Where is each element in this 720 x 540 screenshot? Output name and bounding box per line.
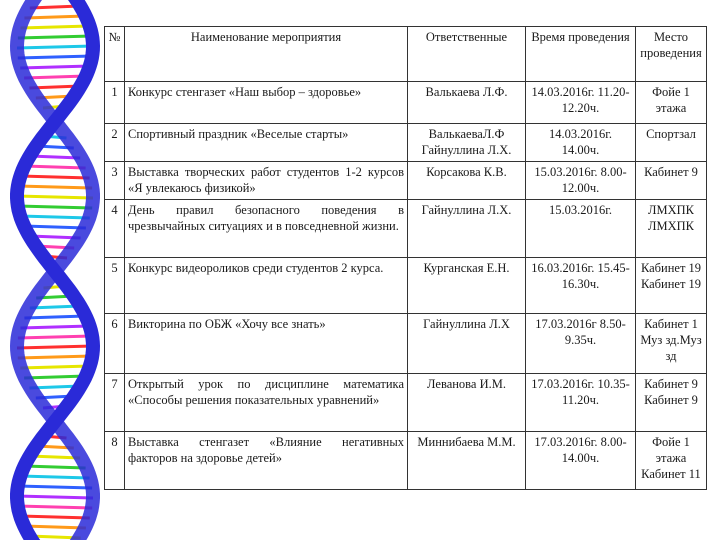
event-responsible: ВалькаеваЛ.Ф Гайнуллина Л.Х.: [408, 124, 526, 162]
header-row: [105, 27, 707, 82]
event-place: Фойе 1 этажа: [636, 82, 707, 124]
dna-rung: [18, 506, 92, 508]
table-row: [105, 374, 707, 432]
event-time: 16.03.2016г. 15.45-16.30ч.: [526, 258, 636, 314]
event-name: Открытый урок по дисциплине математика «Способы решения показательных уравнений»: [125, 374, 408, 432]
header-num: №: [105, 27, 125, 82]
dna-rung: [24, 466, 85, 468]
row-num: 5: [105, 258, 125, 314]
dna-rung: [24, 166, 85, 168]
dna-helix-icon: [0, 0, 105, 540]
dna-rung: [17, 196, 93, 198]
row-num: 8: [105, 432, 125, 490]
dna-rung: [18, 186, 92, 188]
event-place: Спортзал: [636, 124, 707, 162]
table-row: [105, 432, 707, 490]
event-name: Викторина по ОБЖ «Хочу все знать»: [125, 314, 408, 374]
dna-rung: [24, 526, 86, 528]
event-place: Кабинет 19 Кабинет 19: [636, 258, 707, 314]
event-responsible: Леванова И.М.: [408, 374, 526, 432]
event-name: День правил безопасного поведения в чрезвычайных ситуациях и в повседневной жизни.: [125, 200, 408, 258]
dna-rung: [18, 356, 92, 358]
event-time: 15.03.2016г.: [526, 200, 636, 258]
event-responsible: Гайнуллина Л.Х.: [408, 200, 526, 258]
dna-rung: [20, 326, 89, 328]
dna-rung: [20, 366, 90, 368]
header-name: Наименование мероприятия: [125, 27, 408, 82]
event-time: 17.03.2016г. 10.35-11.20ч.: [526, 374, 636, 432]
dna-rung: [17, 496, 93, 498]
row-num: 6: [105, 314, 125, 374]
dna-rung: [24, 376, 86, 378]
dna-rung: [17, 346, 93, 348]
table-row: [105, 82, 707, 124]
header-place: Место проведения: [636, 27, 707, 82]
table-row: [105, 258, 707, 314]
header-responsible: Ответственные: [408, 27, 526, 82]
events-table: [104, 26, 707, 490]
event-time: 14.03.2016г. 14.00ч.: [526, 124, 636, 162]
dna-rung: [20, 176, 89, 178]
event-name: Спортивный праздник «Веселые старты»: [125, 124, 408, 162]
event-place: Кабинет 1 Муз зд.Муз зд: [636, 314, 707, 374]
event-responsible: Валькаева Л.Ф.: [408, 82, 526, 124]
dna-rung: [18, 336, 92, 338]
dna-rung: [20, 476, 89, 478]
dna-rung: [18, 486, 92, 488]
dna-rung: [20, 516, 90, 518]
event-responsible: Корсакова К.В.: [408, 162, 526, 200]
row-num: 1: [105, 82, 125, 124]
dna-rung: [24, 226, 86, 228]
event-place: ЛМХПК ЛМХПК: [636, 200, 707, 258]
event-responsible: Гайнуллина Л.Х: [408, 314, 526, 374]
dna-rung: [24, 16, 85, 18]
table-row: [105, 200, 707, 258]
event-place: Кабинет 9 Кабинет 9: [636, 374, 707, 432]
event-name: Выставка творческих работ студентов 1-2 курсов «Я увлекаюсь физикой»: [125, 162, 408, 200]
header-time: Время проведения: [526, 27, 636, 82]
event-place: Кабинет 9: [636, 162, 707, 200]
event-name: Конкурс видеороликов среди студентов 2 курса.: [125, 258, 408, 314]
table-row: [105, 314, 707, 374]
dna-rung: [24, 76, 86, 78]
dna-rung: [20, 26, 89, 28]
row-num: 2: [105, 124, 125, 162]
event-responsible: Миннибаева М.М.: [408, 432, 526, 490]
dna-rung: [18, 36, 92, 38]
event-time: 17.03.2016г. 8.00-14.00ч.: [526, 432, 636, 490]
event-name: Конкурс стенгазет «Наш выбор – здоровье»: [125, 82, 408, 124]
event-time: 14.03.2016г. 11.20-12.20ч.: [526, 82, 636, 124]
event-responsible: Курганская Е.Н.: [408, 258, 526, 314]
event-time: 17.03.2016г 8.50-9.35ч.: [526, 314, 636, 374]
event-name: Выставка стенгазет «Влияние негативных факторов на здоровье детей»: [125, 432, 408, 490]
event-time: 15.03.2016г. 8.00-12.00ч.: [526, 162, 636, 200]
dna-rung: [18, 206, 92, 208]
dna-rung: [17, 46, 93, 48]
table-row: [105, 162, 707, 200]
row-num: 3: [105, 162, 125, 200]
dna-rung: [20, 216, 90, 218]
event-place: Фойе 1 этажа Кабинет 11: [636, 432, 707, 490]
dna-rung: [18, 56, 92, 58]
table-row: [105, 124, 707, 162]
row-num: 7: [105, 374, 125, 432]
dna-rung: [20, 66, 90, 68]
dna-rung: [24, 316, 85, 318]
row-num: 4: [105, 200, 125, 258]
